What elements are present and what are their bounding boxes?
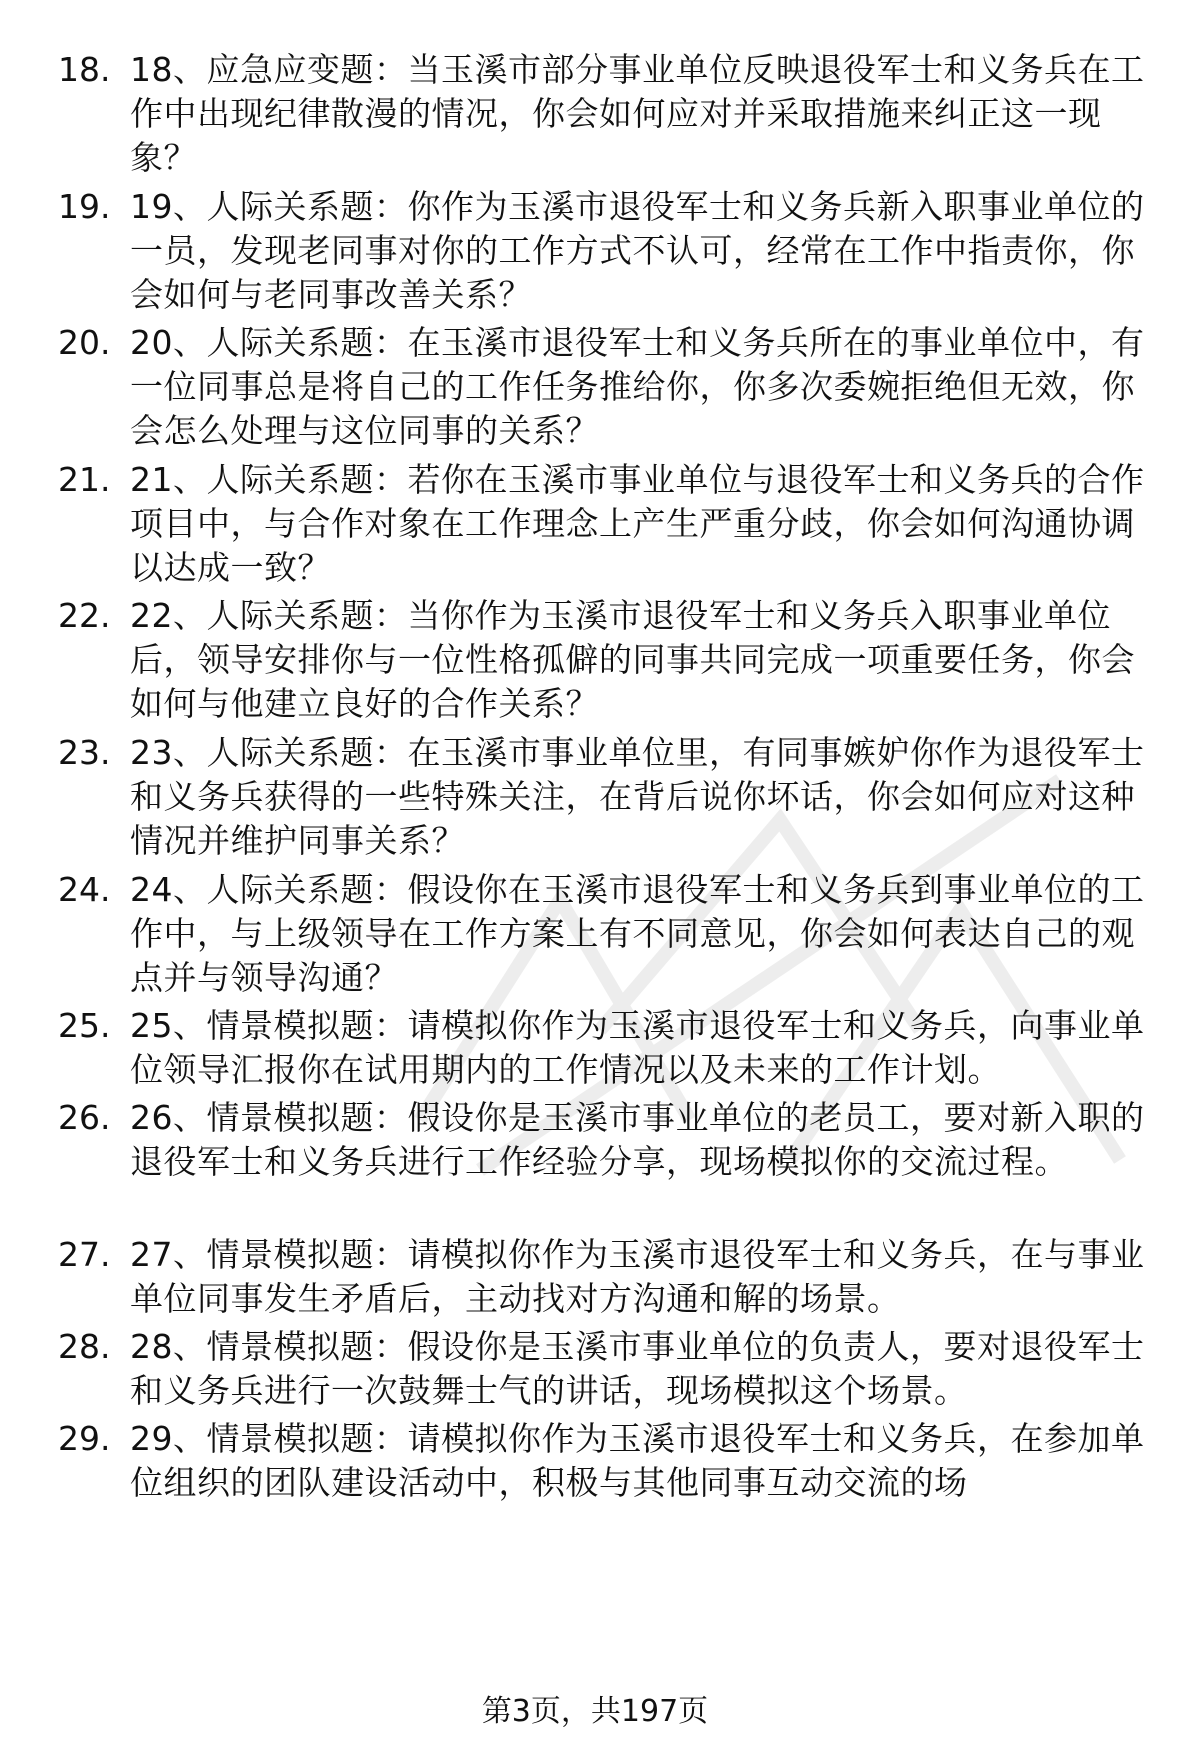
item-text: 27、情景模拟题：请模拟你作为玉溪市退役军士和义务兵，在与事业单位同事发生矛盾后，主动找对方沟通和解的场景。 <box>130 1235 1145 1318</box>
item-number: 23. <box>58 733 111 772</box>
list-item <box>0 868 1190 997</box>
item-number: 21. <box>58 460 111 499</box>
list-item <box>0 48 1190 177</box>
list-item <box>0 1096 1190 1216</box>
item-text: 18、应急应变题：当玉溪市部分事业单位反映退役军士和义务兵在工作中出现纪律散漫的情况，你会如何应对并采取措施来纠正这一现象？ <box>130 50 1145 177</box>
list-item <box>0 594 1190 723</box>
list-item <box>0 321 1190 450</box>
page-footer: 第3页，共197页 <box>481 1694 709 1729</box>
item-number: 25. <box>58 1006 111 1045</box>
item-number: 18. <box>58 50 111 89</box>
item-text: 20、人际关系题：在玉溪市退役军士和义务兵所在的事业单位中，有一位同事总是将自己的工作任务推给你，你多次委婉拒绝但无效，你会怎么处理与这位同事的关系？ <box>130 323 1145 450</box>
item-text: 23、人际关系题：在玉溪市事业单位里，有同事嫉妒你作为退役军士和义务兵获得的一些特殊关注，在背后说你坏话，你会如何应对这种情况并维护同事关系？ <box>130 733 1145 860</box>
item-number: 28. <box>58 1327 111 1366</box>
item-number: 20. <box>58 323 111 362</box>
item-number: 24. <box>58 870 111 909</box>
item-number: 22. <box>58 596 111 635</box>
item-text: 26、情景模拟题：假设你是玉溪市事业单位的老员工，要对新入职的退役军士和义务兵进行工作经验分享，现场模拟你的交流过程。 <box>130 1098 1145 1181</box>
item-text: 28、情景模拟题：假设你是玉溪市事业单位的负责人，要对退役军士和义务兵进行一次鼓舞士气的讲话，现场模拟这个场景。 <box>130 1327 1145 1410</box>
item-number: 29. <box>58 1419 111 1458</box>
item-number: 19. <box>58 187 111 226</box>
item-text: 19、人际关系题：你作为玉溪市退役军士和义务兵新入职事业单位的一员，发现老同事对你的工作方式不认可，经常在工作中指责你，你会如何与老同事改善关系？ <box>130 187 1145 314</box>
item-text: 22、人际关系题：当你作为玉溪市退役军士和义务兵入职事业单位后，领导安排你与一位性格孤僻的同事共同完成一项重要任务，你会如何与他建立良好的合作关系？ <box>130 596 1135 723</box>
item-text: 21、人际关系题：若你在玉溪市事业单位与退役军士和义务兵的合作项目中，与合作对象在工作理念上产生严重分歧，你会如何沟通协调以达成一致？ <box>130 460 1145 587</box>
list-item <box>0 731 1190 860</box>
item-number: 26. <box>58 1098 111 1137</box>
item-number: 27. <box>58 1235 111 1274</box>
list-item <box>0 1417 1190 1537</box>
list-item <box>0 458 1190 587</box>
item-text: 29、情景模拟题：请模拟你作为玉溪市退役军士和义务兵，在参加单位组织的团队建设活动中，积极与其他同事互动交流的场 <box>130 1419 1145 1502</box>
list-item <box>0 185 1190 314</box>
item-text: 25、情景模拟题：请模拟你作为玉溪市退役军士和义务兵，向事业单位领导汇报你在试用期内的工作情况以及未来的工作计划。 <box>130 1006 1145 1089</box>
item-text: 24、人际关系题：假设你在玉溪市退役军士和义务兵到事业单位的工作中，与上级领导在工作方案上有不同意见，你会如何表达自己的观点并与领导沟通？ <box>130 870 1145 997</box>
